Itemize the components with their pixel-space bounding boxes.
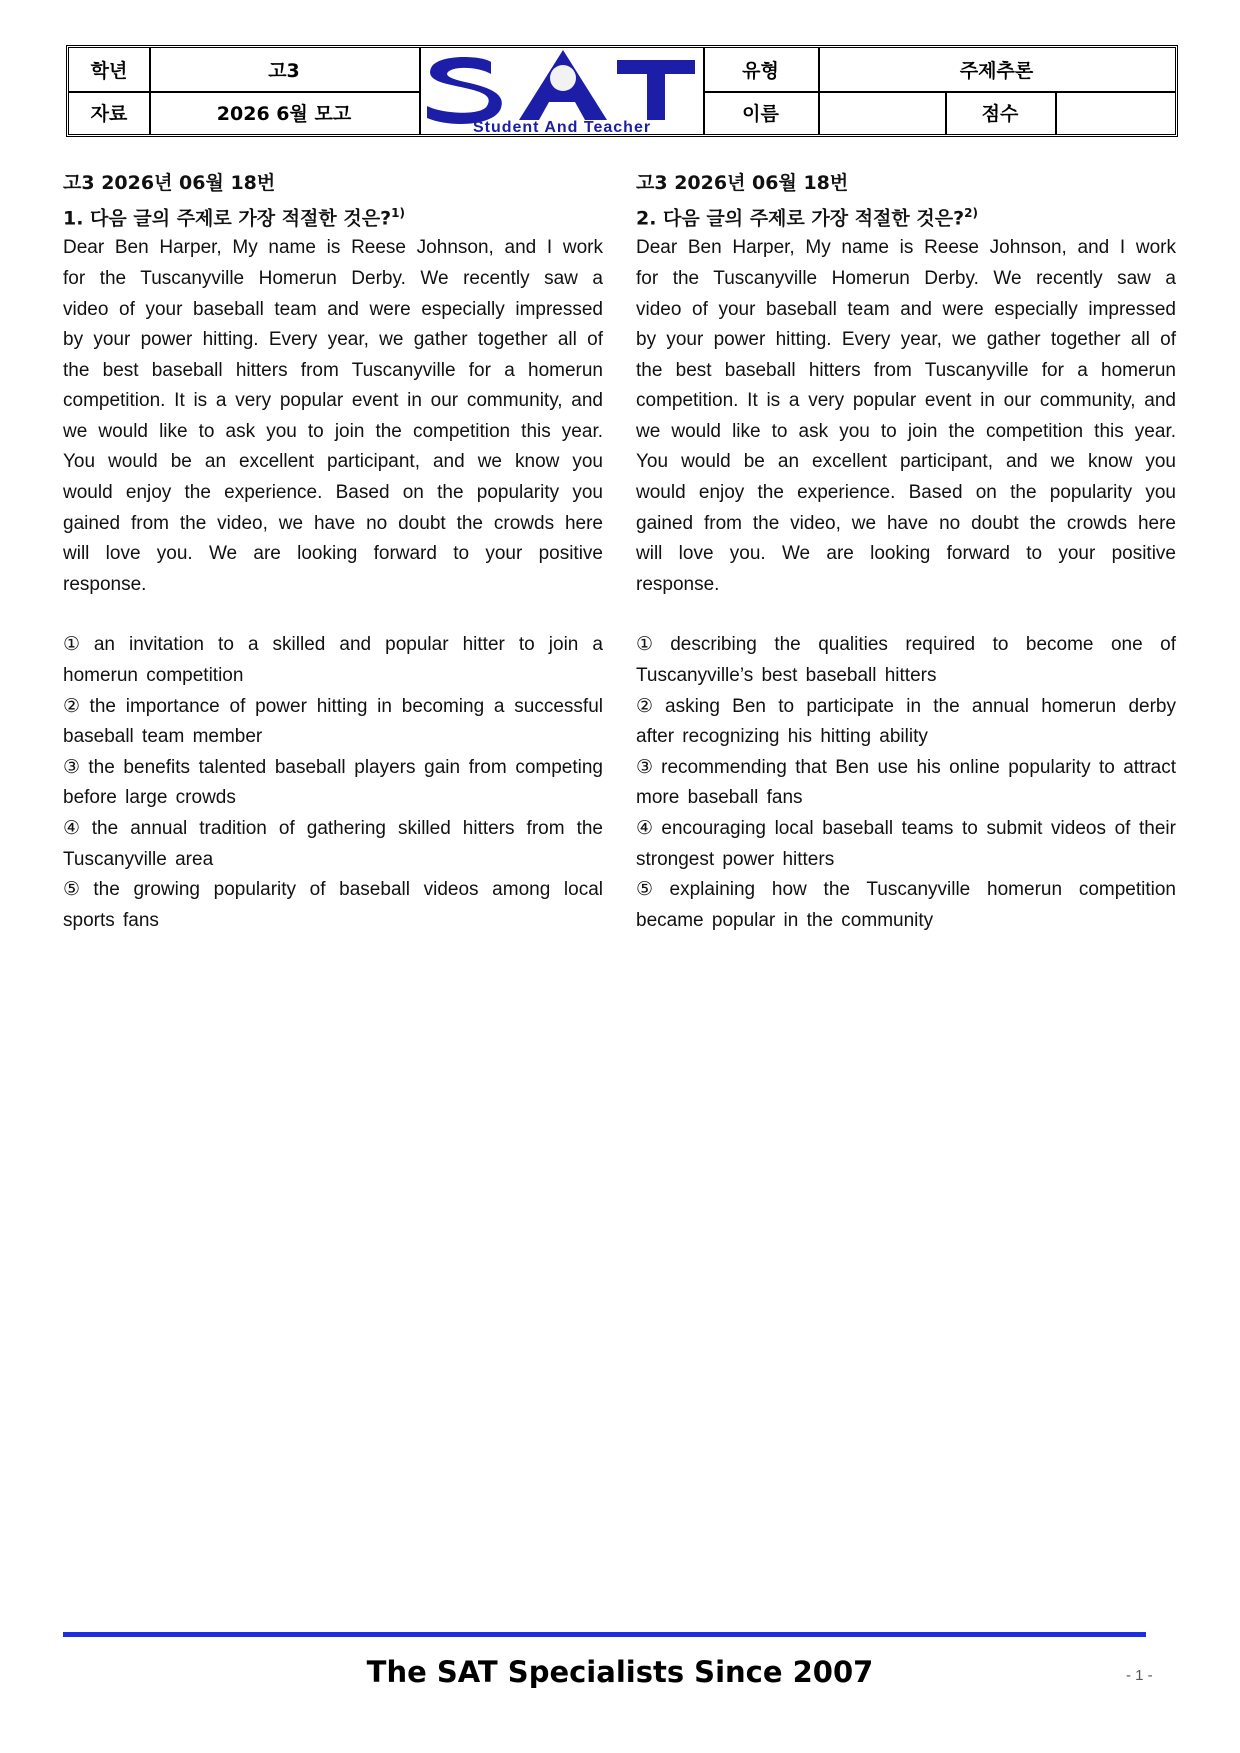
type-value: 주제추론 — [959, 60, 1034, 82]
footer-rule — [63, 1632, 1146, 1637]
question-passage: Dear Ben Harper, My name is Reese Johnson, and I work for the Tuscanyville Homerun Derby. We recently saw a video of your baseball team and were especially impressed by your power hitting. Every year, we gather together all of the best baseball hitters from Tuscanyville for a homerun competition. It is a very popular event in our community, and we would like to ask you to join the competition this year. You would be an excellent participant, and we know you would enjoy the experience. Based on the popularity you gained from the video, we have no doubt the crowds here will love you. We are looking forward to your positive response. — [636, 237, 1176, 595]
question-title: 1. 다음 글의 주제로 가장 적절한 것은?$^{1)}$ — [63, 206, 405, 230]
footer-slogan: The SAT Specialists Since 2007 — [366, 1655, 874, 1689]
sat-logo — [421, 48, 703, 134]
answer-option-4[interactable]: ④ the annual tradition of gathering skilled hitters from the Tuscanyville area — [63, 818, 603, 870]
answer-options — [63, 630, 603, 936]
answer-option-3[interactable]: ③ recommending that Ben use his online popularity to attract more baseball fans — [636, 756, 1176, 809]
grade-value: 고3 — [268, 60, 300, 82]
answer-option-3[interactable]: ③ the benefits talented baseball players gain from competing before large crowds — [63, 756, 603, 809]
score-label: 점수 — [981, 103, 1019, 125]
answer-option-4[interactable]: ④ encouraging local baseball teams to submit videos of their strongest power hitters — [636, 818, 1176, 870]
answer-option-5[interactable]: ⑤ explaining how the Tuscanyville homerun competition became popular in the community — [636, 879, 1176, 931]
material-label: 자료 — [90, 103, 128, 125]
question-passage: Dear Ben Harper, My name is Reese Johnson, and I work for the Tuscanyville Homerun Derby. We recently saw a video of your baseball team and were especially impressed by your power hitting. Every year, we gather together all of the best baseball hitters from Tuscanyville for a homerun competition. It is a very popular event in our community, and we would like to ask you to join the competition this year. You would be an excellent participant, and we know you would enjoy the experience. Based on the popularity you gained from the video, we have no doubt the crowds here will love you. We are looking forward to your positive response. — [63, 237, 603, 595]
page-number: - 1 - — [1126, 1667, 1153, 1684]
type-label: 유형 — [742, 60, 779, 82]
answer-option-2[interactable]: ② asking Ben to participate in the annual homerun derby after recognizing his hitting ability — [636, 695, 1176, 748]
name-label: 이름 — [742, 103, 779, 125]
footnote-ref[interactable]: 1) — [391, 206, 405, 220]
question-source: 고3 2026년 06월 18번 — [636, 172, 849, 194]
answer-options — [636, 630, 1176, 936]
material-value: 2026 6월 모고 — [216, 103, 352, 125]
question-1 — [63, 168, 603, 936]
score-field[interactable] — [1055, 91, 1175, 134]
grade-label: 학년 — [90, 60, 128, 82]
worksheet-header-table — [66, 45, 1178, 137]
logo-subtitle: Student And Teacher — [472, 119, 652, 134]
answer-option-5[interactable]: ⑤ the growing popularity of baseball videos among local sports fans — [63, 879, 603, 931]
question-source: 고3 2026년 06월 18번 — [63, 172, 276, 194]
question-title: 2. 다음 글의 주제로 가장 적절한 것은?$^{2)}$ — [636, 206, 978, 230]
answer-option-2[interactable]: ② the importance of power hitting in becoming a successful baseball team member — [63, 695, 603, 748]
answer-option-1[interactable]: ① describing the qualities required to become one of Tuscanyville’s best baseball hitters — [636, 634, 1176, 687]
footnote-ref[interactable]: 2) — [964, 206, 978, 220]
answer-option-1[interactable]: ① an invitation to a skilled and popular hitter to join a homerun competition — [63, 634, 603, 687]
name-field[interactable] — [818, 91, 945, 134]
question-2 — [636, 168, 1176, 936]
